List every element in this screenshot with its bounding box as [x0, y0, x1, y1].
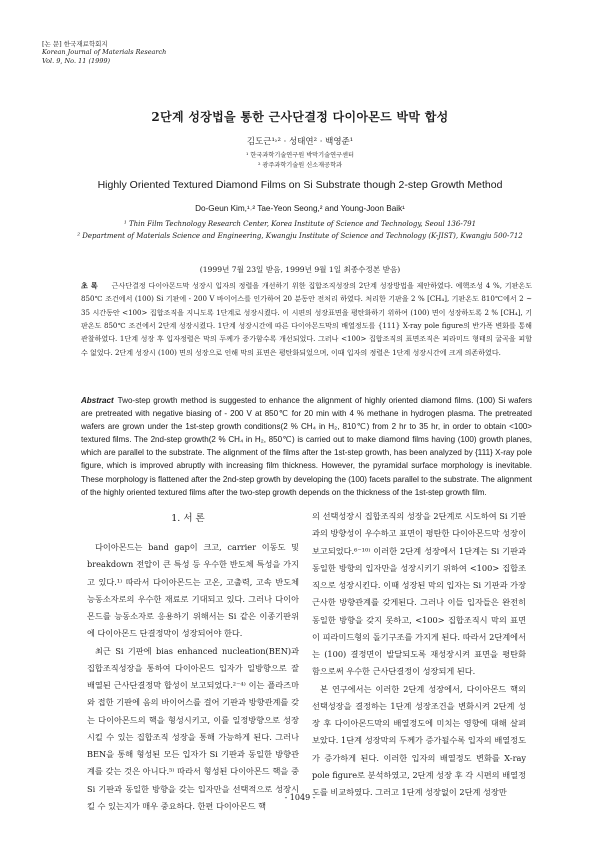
affiliation-english-2: ² Department of Materials Science and Engineering, Kwangju Institute of Science and Technology (K-JIST), Kwangju 500-712: [77, 232, 523, 240]
abstract-korean-text: 근사단결정 다이아몬드막 성장시 입자의 정렬을 개선하기 위한 집합조직성장의 2단계 성장방법을 제안하였다. 예핵조성 4 %, 기판온도 850℃ 조건에서 (100) Si 기판에 - 200 V 바이어스를 인가하여 20 분동안 전처리 하였다. 처리한 기판을 2 % [CH₄], 기판온도 810℃에서 2 ~ 35 시간동안 <100> 집합조직을 지니도록 1단계로 성장시켰다. 이 시편의 성장표면을 평탄화하기 위하여 (100) 면이 성장하도록 2 % [CH₄], 기판온도 850℃ 조건에서 2단계 성장시켰다. 1단계 성장시간에 따른 다이아몬드막의 배열정도를 {111} X-ray pole figure의 반가폭 변화를 통해 관찰하였다. 1단계 성장 후 입자정렬은 막의 두께가 증가함수록 개선되었다. 그러나 <100> 집합조직의 표면조직은 피라미드 형태의 굴곡을 피할 수 없었다. 2단계 성장시 (100) 면의 성장으로 인해 막의 표면은 평탄화되었으며, 이때 입자의 정렬은 1단계 성장시간에 크게 의존하였다.: [81, 281, 532, 357]
journal-category: [논 문] 한국재료학회지: [42, 40, 108, 48]
journal-name-en: Korean Journal of Materials Research: [42, 48, 167, 57]
body-paragraph: 의 선택성장시 집합조직의 성장을 2단계로 시도하여 Si 기판과의 방향성이 우수하고 표면이 평탄한 다이아몬드막 성장이 보고되었다.⁶⁻¹⁰⁾ 이러한 2단계 성장에서 1단계는 Si 기판과 동일한 방향의 입자만을 성장시키기 위하여 <100> 집합조직으로 성장시킨다. 이때 성장된 막의 입자는 Si 기판과 가장 근사한 방향관계를 갖게된다. 그러나 이들 입자들은 완전히 동일한 방향을 갖지 못하고, <100> 집합조직시 막의 표면이 피라미드형의 돌기구조를 가지게 된다. 따라서 2단계에서는 (100) 결정면이 발달되도록 재성장시켜 표면을 평탄화 함으로써 우수한 근사단결정이 성장되게 된다.: [312, 511, 526, 677]
title-korean: 2단계 성장법을 통한 근사단결정 다이아몬드 박막 합성: [151, 110, 449, 124]
authors-english: Do-Geun Kim,¹˒² Tae-Yeon Seong,² and Young-Joon Baik¹: [195, 204, 405, 213]
abstract-english: [81, 394, 532, 499]
journal-header: [42, 40, 302, 65]
authors-korean: 김도근¹˒² · 성태연² · 백영준¹: [246, 137, 354, 147]
abstract-korean-label: 초 록: [81, 281, 98, 290]
abstract-korean: [81, 279, 532, 359]
affiliation-english-1: ¹ Thin Film Technology Research Center, Korea Institute of Science and Technology, Seoul 136-791: [123, 220, 477, 228]
body-paragraph: 본 연구에서는 이러한 2단계 성장에서, 다이아몬드 핵의 선택성장을 결정하는 1단계 성장조건을 변화시켜 2단계 성장 후 다이아몬드막의 배열정도에 미치는 영향에 대해 살펴보았다. 1단계 성장막의 두께가 증가될수록 입자의 배열정도가 증가하게 된다. 이러한 입자의 배열정도 변화를 X-ray pole figure로 분석하였고, 2단계 성장 후 각 시편의 배열정도를 비교하였다. 그러고 1단계 성장없이 2단계 성장만: [312, 683, 526, 797]
section-title-introduction: 1. 서 론: [171, 513, 205, 524]
body-paragraph: 다이아몬드는 band gap이 크고, carrier 이동도 및 breakdown 전압이 큰 특성 등 우수한 반도체 특성을 가지고 있다.¹⁾ 따라서 다이아몬드는 고온, 고출력, 고속 반도체 능동소자로의 우수한 재료로 기대되고 있다. 그러나 다이아몬드를 능동소자로 응용하기 위해서는 Si 같은 이종기판위에 다이아몬드 단결정막이 성장되어야 한다.: [87, 542, 299, 639]
affiliation-korean-1: ¹ 한국과학기술연구원 박막기술연구센터: [245, 152, 355, 159]
journal-volume: Vol. 9, No. 11 (1999): [42, 56, 111, 65]
page-number: - 1049 -: [284, 793, 316, 802]
affiliation-korean-2: ² 광주과학기술원 신소재공학과: [257, 162, 343, 169]
body-right-column: [312, 508, 526, 801]
body-paragraph: 최근 Si 기판에 bias enhanced nucleation(BEN)과 집합조직성장을 통하여 다이아몬드 입자가 일방향으로 잘 배열된 근사단결정막 합성이 보고되었다.²⁻⁴⁾ 이는 플라즈마와 접한 기판에 음의 바이어스를 걸어 기판과 방향관계를 갖는 다이아몬드의 핵을 형성시키고, 이를 일정방향으로 성장시킬 수 있는 집합조직 성장을 통해 가능하게 된다. 그러나 BEN을 통해 형성된 모든 입자가 Si 기판과 동일한 방향관계를 갖는 것은 아니다.⁵⁾ 따라서 형성된 다이아몬드 핵을 중 Si 기판과 동일한 방향을 갖는 입자만을 선택적으로 성장시킬 수 있는지가 매우 중요하다. 한편 다이아몬드 핵: [87, 645, 299, 811]
body-left-column: [87, 539, 299, 815]
abstract-english-label: Abstract: [81, 396, 114, 405]
received-dates: (1999년 7월 23일 받음, 1999년 9월 1일 최종수정본 받음): [199, 265, 401, 274]
abstract-english-text: Two-step growth method is suggested to enhance the alignment of highly oriented diamond films. (100) Si wafers are pretreated with negative biasing of - 200 V at 850℃ for 20 min with 4 % methane in hydrogen plasma. The pretreated wafers are grown under the 1st-step growth conditions(2 % CH₄ in H₂, 810℃) from 2 hr to 35 hr, in order to obtain <100> textured films. The 2nd-step growth(2 % CH₄ in H₂, 850℃) is carried out to make diamond films having (100) growth planes, which are parallel to the substrate. The alignment of the films after the 1st-step growth, has been analyzed by {111} X-ray pole figure, which is improved abruptly with increasing film thickness. However, the pyramidal surface morphology is inevitable. These morphology is flattened after the 2nd-step growth by developing the (100) facets parallel to the substrate. The alignment of the highly oriented textured films after the two-step growth depends on the thickness of the 1st-step growth film.: [81, 396, 532, 497]
title-english: Highly Oriented Textured Diamond Films on Si Substrate though 2-step Growth Method: [97, 179, 503, 191]
